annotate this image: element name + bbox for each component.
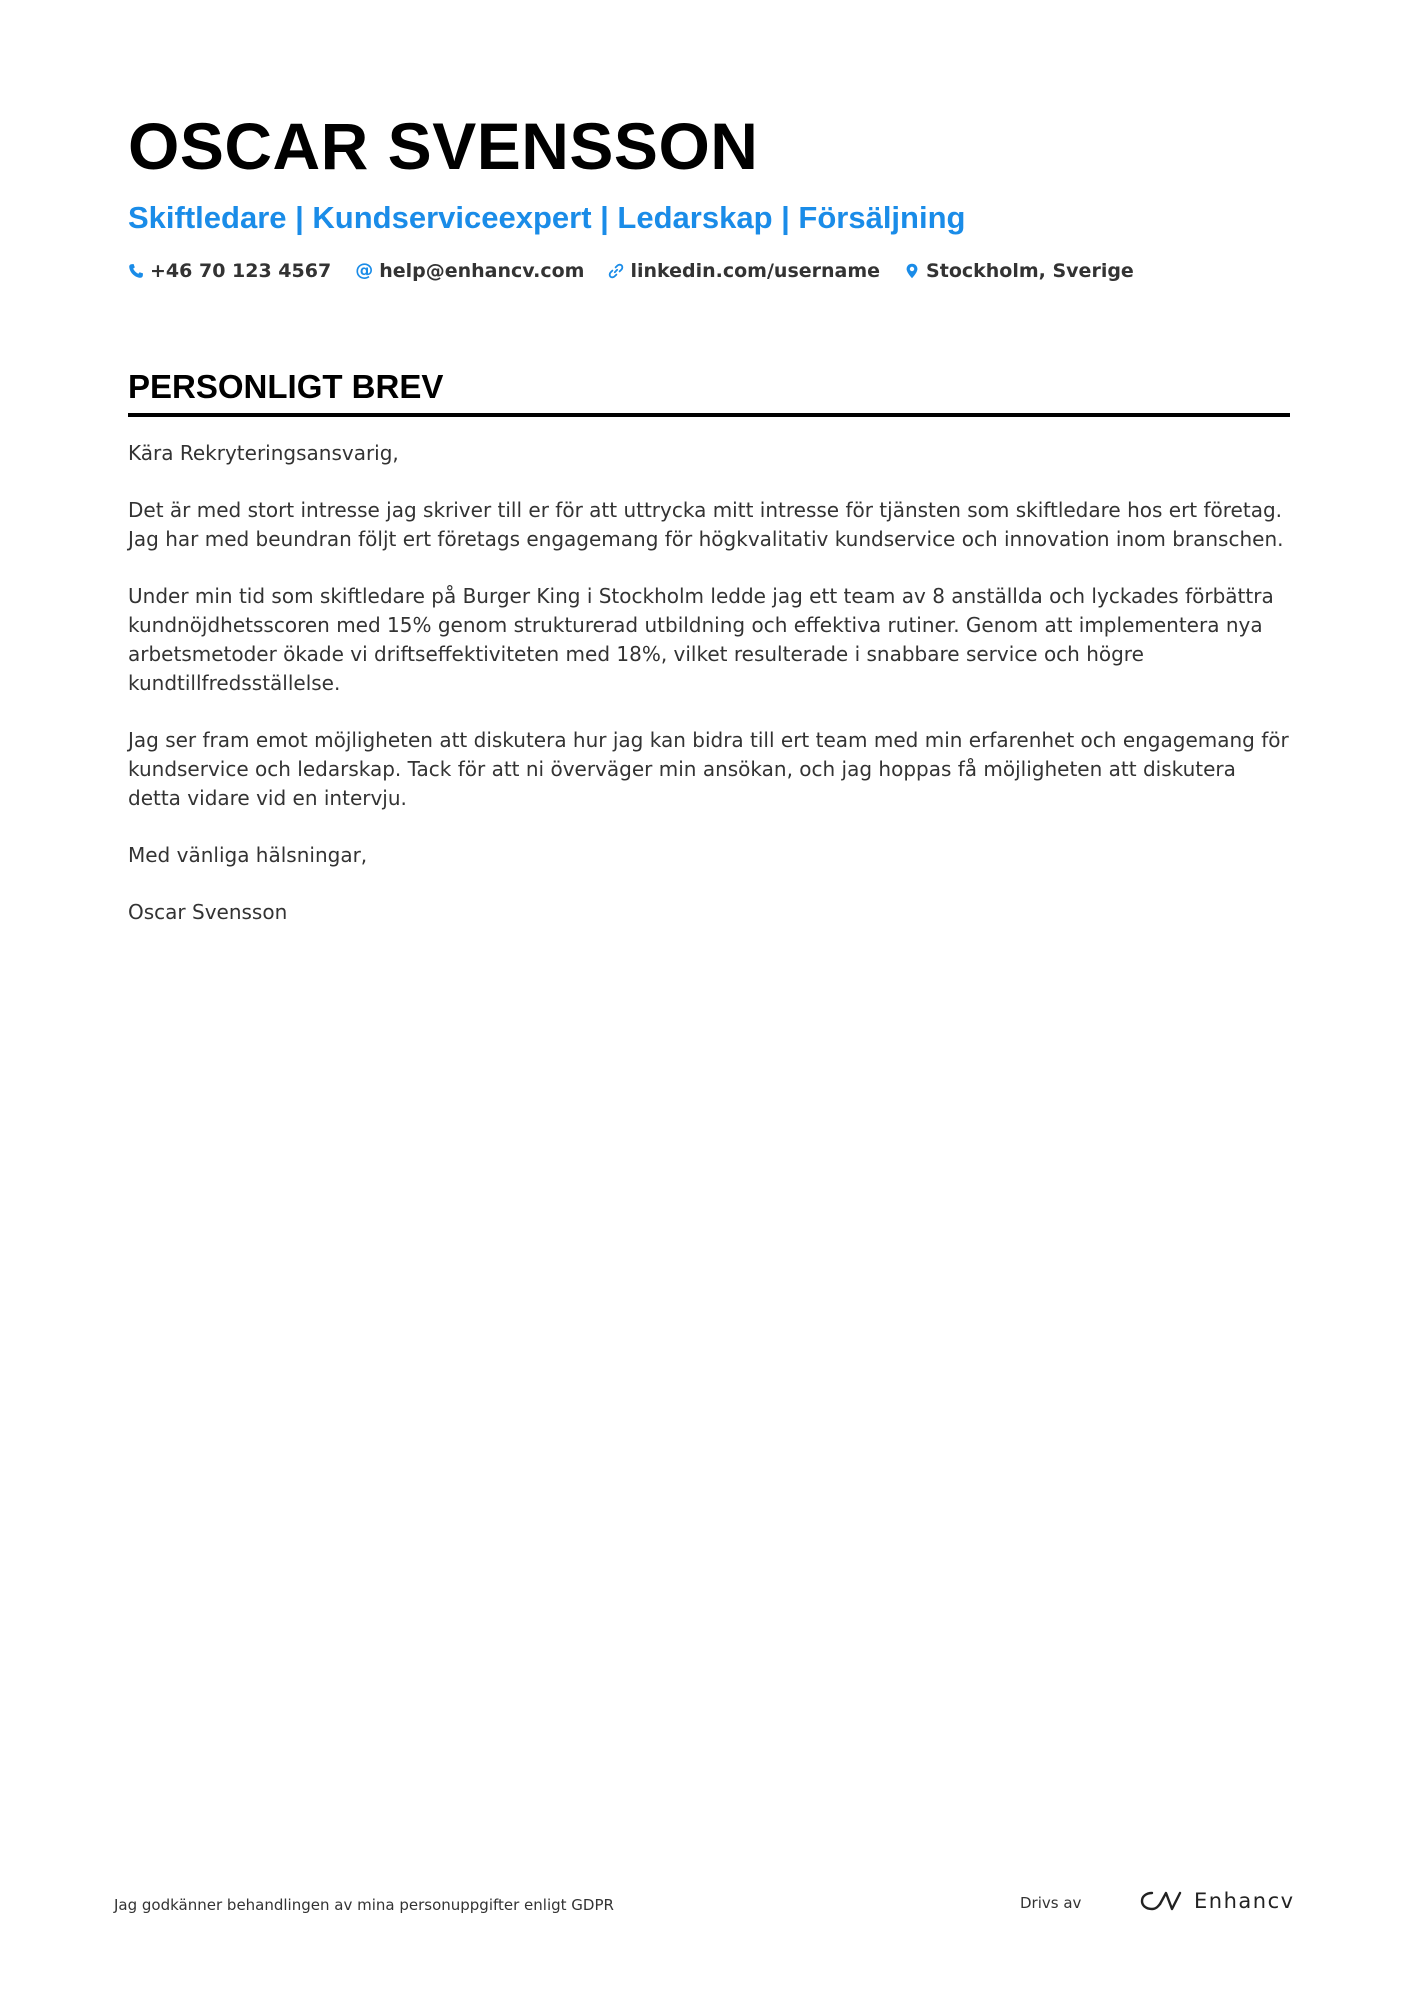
letter-body [128,439,1290,927]
location-pin-icon [904,263,920,279]
email-text[interactable]: help@enhancv.com [379,260,585,282]
letter-closing: Med vänliga hälsningar, [128,843,368,867]
location-text: Stockholm, Sverige [926,260,1134,282]
footer [114,1888,1295,1928]
linkedin-text[interactable]: linkedin.com/username [630,260,881,282]
letter-signature: Oscar Svensson [128,900,288,924]
section-title: PERSONLIGT BREV [128,365,1290,417]
phone-text: +46 70 123 4567 [150,260,332,282]
header [128,108,1288,282]
letter-paragraph: Det är med stort intresse jag skriver till er för att uttrycka mitt intresse för tjänsten som skiftledare hos ert företag. Jag har med beundran följt ert företags engagemang för högkvalitativ kundservice och innovation inom branschen. [128,498,1284,551]
applicant-name: OSCAR SVENSSON [128,109,759,183]
contact-email[interactable] [355,260,584,282]
contact-bar [128,260,1288,282]
link-icon [608,263,624,279]
letter-paragraph: Under min tid som skiftledare på Burger King i Stockholm ledde jag ett team av 8 anställda och lyckades förbättra kundnöjdhetsscoren med 15% genom strukturerad utbildning och effektiva rutiner. Genom att implementera nya arbetsmetoder ökade vi driftseffektiviteten med 18%, vilket resulterade i snabbare service och högre kundtillfredsställelse. [128,584,1274,695]
enhancv-brand[interactable] [1138,1888,1295,1914]
at-icon: @ [355,260,374,281]
cover-letter-section [128,365,1290,955]
contact-location [904,260,1134,282]
contact-linkedin[interactable] [608,260,880,282]
contact-phone [128,260,331,282]
letter-greeting: Kära Rekryteringsansvarig, [128,441,399,465]
gdpr-consent-text: Jag godkänner behandlingen av mina personuppgifter enligt GDPR [114,1896,614,1914]
letter-paragraph: Jag ser fram emot möjligheten att diskutera hur jag kan bidra till ert team med min erfarenhet och engagemang för kundservice och ledarskap. Tack för att ni överväger min ansökan, och jag hoppas få möjligheten att diskutera detta vidare vid en intervju. [128,728,1289,810]
powered-by-label: Drivs av [1020,1894,1082,1912]
brand-name: Enhancv [1194,1889,1295,1913]
enhancv-logo-icon [1138,1888,1184,1914]
tagline: Skiftledare | Kundserviceexpert | Ledarskap | Försäljning [128,200,966,235]
phone-icon [128,263,144,279]
